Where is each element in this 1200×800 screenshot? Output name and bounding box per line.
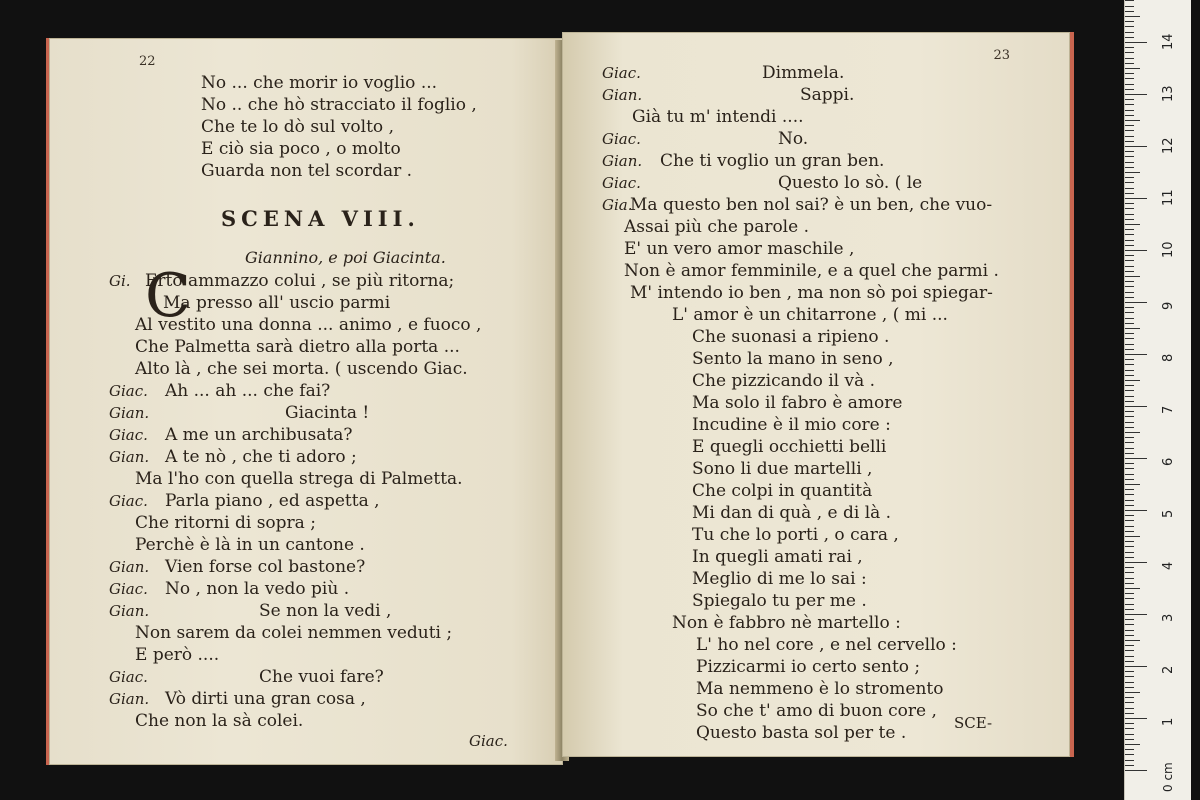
verse-line: Giacinta ! [285,403,370,423]
speaker-label: Gian. [109,448,150,466]
ruler-tick [1125,609,1134,610]
ruler-tick [1125,385,1134,386]
ruler-tick [1125,390,1134,391]
speaker-label: Gi. [109,272,131,290]
ruler-tick [1125,614,1147,615]
ruler-tick [1125,526,1134,527]
ruler-tick [1125,422,1134,423]
verse-line: Spiegalo tu per me . [692,591,867,611]
ruler-tick [1125,728,1134,729]
ruler-tick [1125,442,1134,443]
ruler-tick [1125,598,1134,599]
ruler-tick [1125,63,1134,64]
verse-line: Se non la vedi , [259,601,392,621]
ruler-tick [1125,713,1134,714]
ruler-tick [1125,99,1134,100]
ruler-tick [1125,214,1134,215]
ruler-tick [1125,546,1134,547]
speaker-label: Gian. [109,690,150,708]
ruler-tick [1125,177,1134,178]
verse-line: L' ho nel core , e nel cervello : [696,635,957,655]
ruler-tick [1125,484,1140,485]
ruler-tick [1125,193,1134,194]
verse-line: Guarda non tel scordar . [201,161,413,181]
ruler-tick [1125,312,1134,313]
ruler-tick [1125,364,1134,365]
ruler-tick [1125,437,1134,438]
ruler-tick [1125,567,1134,568]
verse-line: Non sarem da colei nemmen veduti ; [135,623,453,643]
ruler-tick [1125,266,1134,267]
ruler-tick [1125,52,1134,53]
ruler-tick [1125,770,1147,771]
ruler-number: 14 [1161,33,1176,50]
verse-line: No , non la vedo più . [165,579,350,599]
verse-line: Sappi. [800,85,855,105]
ruler-tick [1125,708,1134,709]
verse-line: Che colpi in quantità [692,481,873,501]
ruler-tick [1125,344,1134,345]
left-page-number: 22 [139,54,156,69]
ruler-tick [1125,489,1134,490]
verse-line: E ciò sia poco , o molto [201,139,401,159]
verse-line: Non è fabbro nè martello : [672,613,901,633]
speaker-label: Gian. [602,86,643,104]
ruler-tick [1125,224,1140,225]
ruler-number: 4 [1161,561,1176,570]
ruler-tick [1125,276,1140,277]
ruler-tick [1125,292,1134,293]
verse-line: Che suonasi a ripieno . [692,327,890,347]
ruler-tick [1125,47,1134,48]
ruler-tick [1125,229,1134,230]
right-page [562,32,1074,757]
verse-line: Che ti voglio un gran ben. [660,151,885,171]
left-catchword: Giac. [469,732,508,750]
ruler-number: 3 [1161,613,1176,622]
ruler-number: 13 [1161,85,1176,102]
ruler-number: 11 [1161,189,1176,206]
ruler-tick [1125,505,1134,506]
ruler-tick [1125,702,1134,703]
ruler-tick [1125,307,1134,308]
verse-line: Ma solo il fabro è amore [692,393,903,413]
ruler-tick [1125,453,1134,454]
speaker-label: Gian. [602,152,643,170]
ruler-tick [1125,572,1134,573]
ruler-tick [1125,370,1134,371]
ruler-tick [1125,104,1134,105]
verse-line: Non è amor femminile, e a quel che parmi . [624,261,999,281]
ruler-tick [1125,676,1134,677]
ruler-tick [1125,593,1134,594]
ruler-tick [1125,380,1140,381]
right-catchword: SCE- [954,714,993,732]
ruler-tick [1125,531,1134,532]
ruler-number: 8 [1161,353,1176,362]
verse-line: Sono li due martelli , [692,459,873,479]
verse-line: Assai più che parole . [624,217,809,237]
ruler-tick [1125,260,1134,261]
ruler-tick [1125,630,1134,631]
verse-line: Dimmela. [762,63,845,83]
ruler-tick [1125,234,1134,235]
ruler-tick [1125,125,1134,126]
ruler-tick [1125,562,1147,563]
ruler-tick [1125,26,1134,27]
speaker-label: Giac. [602,174,641,192]
ruler-number: 6 [1161,457,1176,466]
speaker-label: Gia. [602,196,633,214]
ruler-tick [1125,219,1134,220]
speaker-label: Giac. [109,426,148,444]
ruler-tick [1125,754,1134,755]
ruler-tick [1125,208,1134,209]
ruler-tick [1125,734,1134,735]
verse-line: Ma nemmeno è lo stromento [696,679,944,699]
ruler-tick [1125,203,1134,204]
ruler-tick [1125,141,1134,142]
ruler-tick [1125,510,1147,511]
ruler-tick [1125,188,1134,189]
ruler-tick [1125,624,1134,625]
ruler-tick [1125,645,1134,646]
ruler-number: 2 [1161,665,1176,674]
ruler-tick [1125,21,1134,22]
verse-line: Che non la sà colei. [135,711,304,731]
ruler-tick [1125,494,1134,495]
verse-line: No ... che morir io voglio ... [201,73,438,93]
ruler-tick [1125,474,1134,475]
verse-line: L' amor è un chitarrone , ( mi ... [672,305,948,325]
ruler-tick [1125,739,1134,740]
ruler-tick [1125,557,1134,558]
ruler-tick [1125,151,1134,152]
ruler-tick [1125,136,1134,137]
verse-line: Erto ammazzo colui , se più ritorna; [145,271,455,291]
verse-line: Già tu m' intendi .... [632,107,804,127]
verse-line: M' intendo io ben , ma non sò poi spiegar- [630,283,993,303]
ruler-tick [1125,692,1140,693]
ruler-tick [1125,479,1134,480]
ruler-tick [1125,182,1134,183]
ruler-tick [1125,167,1134,168]
verse-line: E' un vero amor maschile , [624,239,855,259]
verse-line: Parla piano , ed aspetta , [165,491,380,511]
ruler-tick [1125,588,1140,589]
ruler-tick [1125,89,1134,90]
ruler-tick [1125,578,1134,579]
verse-line: A me un archibusata? [165,425,353,445]
ruler-tick [1125,666,1147,667]
ruler-number: 9 [1161,301,1176,310]
verse-line: Vò dirti una gran cosa , [165,689,366,709]
verse-line: Che Palmetta sarà dietro alla porta ... [135,337,460,357]
right-page-number: 23 [993,48,1010,63]
speaker-label: Giac. [109,492,148,510]
ruler-number: 5 [1161,509,1176,518]
verse-line: Al vestito una donna ... animo , e fuoco , [135,315,482,335]
ruler-tick [1125,650,1134,651]
ruler-tick [1125,245,1134,246]
verse-line: Alto là , che sei morta. ( uscendo Giac. [135,359,468,379]
ruler-tick [1125,448,1134,449]
ruler-tick [1125,520,1134,521]
ruler-tick [1125,130,1134,131]
ruler-tick [1125,32,1134,33]
verse-line: Ma questo ben nol sai? è un ben, che vuo- [630,195,993,215]
speaker-label: Giac. [602,130,641,148]
verse-line: Ma l'ho con quella strega di Palmetta. [135,469,463,489]
ruler-number: 7 [1161,405,1176,414]
ruler-tick [1125,396,1134,397]
ruler-tick [1125,760,1134,761]
verse-line: Ah ... ah ... che fai? [165,381,331,401]
ruler-number: 10 [1161,241,1176,258]
open-book [36,30,1092,775]
ruler-tick [1125,552,1134,553]
ruler-tick [1125,250,1147,251]
speaker-label: Gian. [109,602,150,620]
verse-line: Ma presso all' uscio parmi [163,293,391,313]
verse-line: Vien forse col bastone? [165,557,366,577]
speaker-label: Giac. [109,580,148,598]
ruler-unit-label: 0 cm [1161,762,1175,792]
drop-capital: C [145,261,191,331]
ruler-tick [1125,656,1134,657]
ruler-tick [1125,682,1134,683]
ruler-tick [1125,6,1134,7]
verse-line: Mi dan di quà , e di là . [692,503,892,523]
ruler-tick [1125,115,1134,116]
ruler-tick [1125,401,1134,402]
verse-line: Che ritorni di sopra ; [135,513,316,533]
ruler-tick [1125,432,1140,433]
ruler-tick [1125,120,1140,121]
ruler-tick [1125,661,1134,662]
ruler-tick [1125,406,1147,407]
verse-line: Perchè è là in un cantone . [135,535,365,555]
ruler-tick [1125,73,1134,74]
ruler-tick [1125,749,1134,750]
scene-characters: Giannino, e poi Giacinta. [245,248,446,267]
speaker-label: Giac. [109,382,148,400]
ruler-tick [1125,463,1134,464]
ruler-tick [1125,37,1134,38]
speaker-label: Giac. [109,668,148,686]
ruler-tick [1125,172,1140,173]
ruler-tick [1125,0,1134,1]
ruler-tick [1125,338,1134,339]
ruler-tick [1125,84,1134,85]
ruler-tick [1125,110,1134,111]
ruler-tick [1125,697,1134,698]
ruler-tick [1125,302,1147,303]
ruler-tick [1125,411,1134,412]
verse-line: Che pizzicando il và . [692,371,876,391]
ruler-tick [1125,42,1147,43]
ruler-tick [1125,240,1134,241]
ruler-tick [1125,328,1140,329]
ruler-tick [1125,281,1134,282]
ruler-tick [1125,354,1147,355]
ruler-tick [1125,255,1134,256]
verse-line: Che te lo dò sul volto , [201,117,394,137]
verse-line: Pizzicarmi io certo sento ; [696,657,921,677]
ruler-tick [1125,583,1134,584]
verse-line: Meglio di me lo sai : [692,569,867,589]
ruler-tick [1125,671,1134,672]
speaker-label: Gian. [109,404,150,422]
ruler-tick [1125,146,1147,147]
ruler-tick [1125,58,1134,59]
ruler-tick [1125,333,1134,334]
verse-line: Questo basta sol per te . [696,723,907,743]
measuring-ruler [1124,0,1191,800]
ruler-tick [1125,11,1134,12]
ruler-tick [1125,635,1134,636]
ruler-tick [1125,359,1134,360]
ruler-number: 12 [1161,137,1176,154]
ruler-tick [1125,78,1134,79]
ruler-tick [1125,640,1140,641]
verse-line: No .. che hò stracciato il foglio , [201,95,477,115]
ruler-tick [1125,744,1140,745]
scene-title: SCENA VIII. [221,206,420,231]
ruler-tick [1125,500,1134,501]
verse-line: E però .... [135,645,220,665]
ruler-number: 1 [1161,717,1176,726]
verse-line: Incudine è il mio core : [692,415,891,435]
ruler-tick [1125,541,1134,542]
verse-line: Questo lo sò. ( le [778,173,923,193]
ruler-tick [1125,619,1134,620]
verse-line: Tu che lo porti , o cara , [692,525,899,545]
ruler-tick [1125,94,1147,95]
verse-line: Che vuoi fare? [259,667,384,687]
ruler-tick [1125,416,1134,417]
ruler-tick [1125,68,1140,69]
ruler-tick [1125,375,1134,376]
ruler-tick [1125,765,1134,766]
ruler-tick [1125,718,1147,719]
speaker-label: Gian. [109,558,150,576]
ruler-tick [1125,427,1134,428]
ruler-tick [1125,687,1134,688]
ruler-tick [1125,162,1134,163]
ruler-tick [1125,16,1140,17]
left-page [46,38,563,765]
ruler-tick [1125,536,1140,537]
ruler-tick [1125,349,1134,350]
verse-line: In quegli amati rai , [692,547,863,567]
ruler-tick [1125,468,1134,469]
verse-line: No. [778,129,809,149]
verse-line: Sento la mano in seno , [692,349,894,369]
speaker-label: Giac. [602,64,641,82]
ruler-tick [1125,286,1134,287]
verse-line: So che t' amo di buon core , [696,701,937,721]
ruler-tick [1125,156,1134,157]
ruler-tick [1125,297,1134,298]
ruler-tick [1125,323,1134,324]
verse-line: A te nò , che ti adoro ; [165,447,357,467]
ruler-tick [1125,723,1134,724]
ruler-tick [1125,515,1134,516]
ruler-tick [1125,458,1147,459]
ruler-tick [1125,604,1134,605]
ruler-tick [1125,318,1134,319]
ruler-tick [1125,271,1134,272]
verse-line: E quegli occhietti belli [692,437,887,457]
ruler-tick [1125,198,1147,199]
